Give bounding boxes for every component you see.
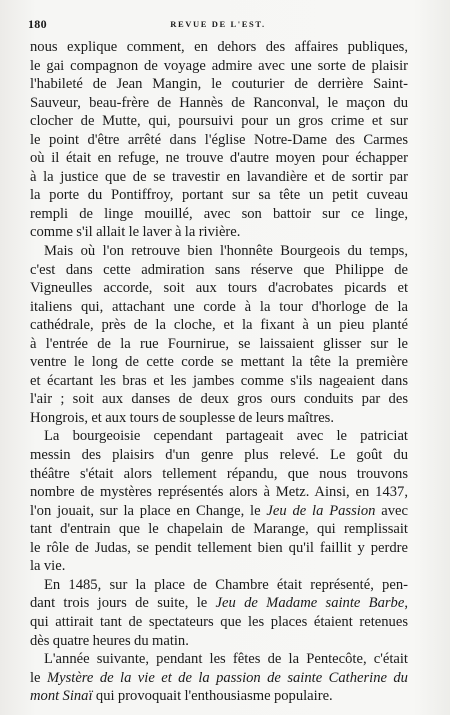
text-line [30,186,408,205]
text-segment: , [404,595,408,612]
text-segment: En 1485, sur la place de Chambre était représenté, pen- [44,576,408,593]
text-segment: ventre le long de cette corde se mettant la tête la première [30,354,408,371]
text-segment: l'on jouait, sur la place en Change, le [30,502,267,519]
text-line [30,669,408,688]
italic-title: Mystère de la vie et de la passion de sainte Catherine du [46,669,408,686]
text-line [30,427,408,446]
text-segment: italiens qui, attachant une corde à la tour d'horloge de la [30,298,408,315]
text-line [30,353,408,372]
text-line [30,279,408,298]
text-segment: dant trois jours de suite, le [30,595,216,612]
text-segment: le point d'être arrêté dans l'église Notre-Dame des Carmes [30,131,408,148]
text-line [30,131,408,150]
text-line [30,650,408,669]
text-segment: nous explique comment, en dehors des affaires publiques, [30,39,408,55]
text-line [30,372,408,391]
text-line [30,242,408,261]
text-segment: le gai compagnon de voyage admire avec une sorte de plaisir [30,57,408,74]
text-segment: clocher de Mutte, qui, poursuivi pour un gros crime et sur [30,113,408,130]
italic-title: Jeu de la Passion [266,502,376,519]
text-line [30,520,408,539]
page-number: 180 [28,17,47,31]
text-line [30,57,408,76]
text-segment: L'année suivante, pendant les fêtes de la Pentecôte, c'était [44,651,408,668]
text-line [30,632,408,651]
italic-title: mont Sinaï [30,688,93,705]
page-header [28,17,408,33]
text-segment: à la justice que de se travestir en lavandière et de sortir par [30,168,408,185]
text-segment: Vigneulles accorde, soit aux tours d'acrobates picards et [30,280,408,297]
text-segment: La bourgeoisie cependant partageait avec le patriciat [44,428,408,445]
text-segment: rempli de linge mouillé, avec son battoir sur ce linge, [30,205,408,222]
italic-title: Jeu de Madame sainte Barbe [215,595,405,612]
text-segment: c'est dans cette admiration sans réserve que Philippe de [30,261,408,278]
text-segment: où il était en refuge, ne trouve d'autre moyen pour échapper [30,150,408,167]
text-line [30,316,408,335]
text-line [30,94,408,113]
text-segment: messin des plaisirs d'un genre plus relevé. Le goût du [30,447,408,464]
text-line [30,38,408,57]
text-line [30,483,408,502]
text-line [30,205,408,224]
text-segment: et écartant les bras et les jambes comme s'ils nageaient dans [30,372,408,389]
text-line [30,465,408,484]
text-segment: le [30,669,47,686]
text-segment: nombre de mystères représentés alors à Metz. Ainsi, en 1437, [30,484,408,501]
text-line [30,223,408,242]
text-line [30,557,408,576]
text-line [30,502,408,521]
body-text [30,38,408,706]
text-line [30,594,408,613]
text-line [30,390,408,409]
text-segment: avec [375,502,408,519]
text-segment: l'air ; soit aux danses de deux gros ours conduits par des [30,391,408,408]
text-line [30,298,408,317]
text-segment: Mais où l'on retrouve bien l'honnête Bourgeois du temps, [44,243,408,260]
text-segment: Hongrois, et aux tours de souplesse de leurs maîtres. [30,409,335,426]
text-segment: théâtre s'était alors tellement répandu, que nous trouvons [30,465,408,482]
text-segment: l'habileté de Jean Mangin, le couturier de derrière Saint- [30,76,408,93]
text-segment: comme s'il allait le laver à la rivière. [30,224,241,241]
text-line [30,335,408,354]
text-line [30,168,408,187]
text-line [30,687,408,706]
running-title: REVUE DE L'EST. [170,19,266,29]
text-segment: qui provoquait l'enthousiasme populaire. [92,688,333,705]
text-segment: dès quatre heures du matin. [30,632,189,649]
text-line [30,446,408,465]
text-line [30,261,408,280]
text-segment: le rôle de Judas, se pendit tellement bien qu'il faillit y perdre [30,539,408,556]
text-segment: Sauveur, beau-frère de Hannès de Ranconval, le maçon du [30,94,408,111]
text-segment: tant d'entrain que le chapelain de Marange, qui remplissait [30,521,408,538]
text-line [30,409,408,428]
text-line [30,112,408,131]
text-line [30,149,408,168]
text-segment: qui attirait tant de spectateurs que les places étaient retenues [30,613,408,630]
text-line [30,75,408,94]
text-line [30,613,408,632]
text-segment: la porte du Pontiffroy, portant sur sa tête un petit cuveau [30,187,408,204]
text-line [30,576,408,595]
text-segment: cathédrale, près de la cloche, et la fixant à un pieu planté [30,317,408,334]
text-segment: à l'entrée de la rue Fournirue, se laissaient glisser sur le [30,335,408,352]
text-line [30,539,408,558]
text-segment: la vie. [30,558,66,575]
